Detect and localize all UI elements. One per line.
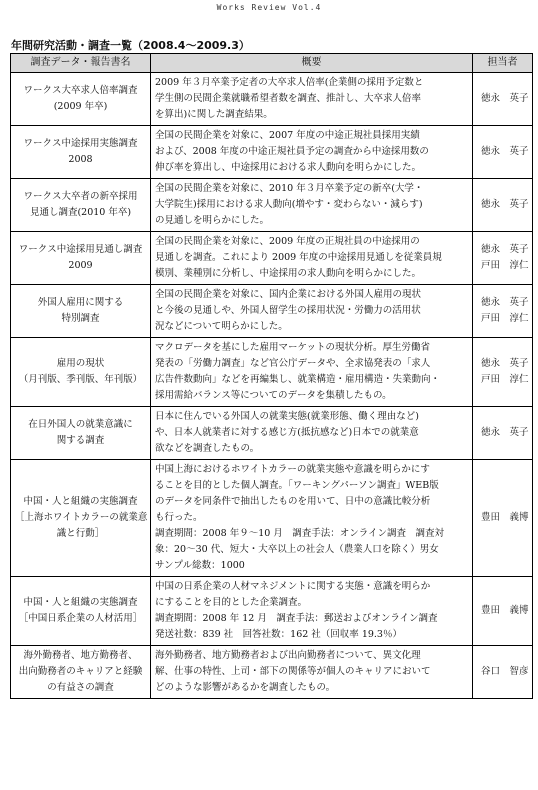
table-body xyxy=(11,73,533,699)
table-row xyxy=(11,460,533,577)
summary-cell-line: 全国の民間企業を対象に、2010 年３月卒業予定の新卒(大学・ xyxy=(155,183,424,194)
summary-cell xyxy=(151,126,473,179)
summary-cell xyxy=(151,232,473,285)
person-cell xyxy=(473,646,533,699)
report-title-cell-line: 関する調査 xyxy=(56,435,105,446)
report-title-cell-line: 出向勤務者のキャリアと経験 xyxy=(18,666,143,677)
summary-cell-line: や、日本人就業者に対する感じ方(抵抗感など)日本での就業意 xyxy=(155,427,419,438)
summary-cell-line: 欲などを調査したもの。 xyxy=(155,443,260,454)
summary-cell-line: 見通しを調査。これにより 2009 年度の中途採用見通しを従業員規 xyxy=(155,252,442,263)
person-cell-line: 戸田 淳仁 xyxy=(481,313,529,324)
summary-cell-line: 調査期間：2008 年９～10 月 調査手法：オンライン調査 調査対 xyxy=(155,528,445,539)
table-row xyxy=(11,232,533,285)
person-cell xyxy=(473,285,533,338)
summary-cell-line: 伸び率を算出し、中途採用における求人動向を明らかにした。 xyxy=(155,162,422,173)
report-title-cell-line: ワークス大卒求人倍率調査 xyxy=(23,85,138,96)
person-cell xyxy=(473,232,533,285)
summary-cell-line: のデータを同条件で抽出したものを用いて、日中の意識比較分析 xyxy=(155,496,431,507)
report-title-cell xyxy=(11,73,151,126)
summary-cell-line: 象：20～30 代、短大・大卒以上の社会人（農業人口を除く）男女 xyxy=(155,544,439,555)
report-title-cell-line: (2009 年卒) xyxy=(53,101,108,112)
person-cell xyxy=(473,338,533,407)
summary-cell-line: 全国の民間企業を対象に、2009 年度の正規社員の中途採用の xyxy=(155,236,420,247)
report-title-cell-line: 外国人雇用に関する xyxy=(37,297,124,308)
summary-cell-line: および、2008 年度の中途正規社員予定の調査から中途採用数の xyxy=(155,146,429,157)
report-title-cell-line: の有益さの調査 xyxy=(47,682,114,693)
report-title-cell-line: 識と行動］ xyxy=(56,528,105,539)
summary-cell-line: の見通しを明らかにした。 xyxy=(155,215,270,226)
report-title-cell xyxy=(11,646,151,699)
column-header-title: 調査データ・報告書名 xyxy=(11,54,151,73)
report-title-cell-line: 見通し調査(2010 年卒) xyxy=(29,207,132,218)
report-title-cell xyxy=(11,232,151,285)
summary-cell-line: 調査期間：2008 年 12 月 調査手法：郵送およびオンライン調査 xyxy=(155,613,438,624)
summary-cell xyxy=(151,179,473,232)
table-row xyxy=(11,179,533,232)
person-cell xyxy=(473,577,533,646)
summary-cell-line: にすることを目的とした企業調査。 xyxy=(155,597,308,608)
summary-cell-line: 中国の日系企業の人材マネジメントに関する実態・意識を明らか xyxy=(155,581,431,592)
person-cell-line: 豊田 義博 xyxy=(481,605,529,616)
summary-cell-line: 大学院生)採用における求人動向(増やす・変わらない・減らす) xyxy=(155,199,423,210)
person-cell xyxy=(473,179,533,232)
summary-cell-line: 学生側の民間企業就職希望者数を調査、推計し、大卒求人倍率 xyxy=(155,93,422,104)
summary-cell-line: 発表の「労働力調査」など官公庁データや、全求協発表の「求人 xyxy=(155,358,431,369)
report-title-cell xyxy=(11,577,151,646)
page-title: 年間研究活動・調査一覧（2008.4～2009.3） xyxy=(11,39,250,52)
table-row xyxy=(11,338,533,407)
summary-cell-line: どのような影響があるかを調査したもの。 xyxy=(155,682,336,693)
report-title-cell-line: 特別調査 xyxy=(61,313,100,324)
summary-cell-line: 解、仕事の特性、上司・部下の関係等が個人のキャリアにおいて xyxy=(155,666,431,677)
summary-cell xyxy=(151,285,473,338)
person-cell xyxy=(473,460,533,577)
summary-cell-line: 広告件数動向」などを再編集し、就業構造・雇用構造・失業動向・ xyxy=(155,374,441,385)
report-title-cell-line: 中国・人と組織の実態調査 xyxy=(23,496,138,507)
summary-cell-line: も行った。 xyxy=(155,512,203,523)
person-cell-line: 豊田 義博 xyxy=(481,512,529,523)
report-title-cell xyxy=(11,179,151,232)
table-row xyxy=(11,646,533,699)
column-header-person: 担当者 xyxy=(473,54,533,73)
summary-cell-line: 海外勤務者、地方勤務者および出向勤務者について、異文化理 xyxy=(155,650,421,661)
summary-cell-line: サンプル総数：1000 xyxy=(155,560,245,571)
report-title-cell-line: ［上海ホワイトカラーの就業意 xyxy=(15,512,148,523)
summary-cell xyxy=(151,577,473,646)
summary-cell-line: 模別、業種別に分析し、中途採用の求人動向を明らかにした。 xyxy=(155,268,422,279)
report-title-cell xyxy=(11,338,151,407)
summary-cell-line: と今後の見通しや、外国人留学生の採用状況・労働力の活用状 xyxy=(155,305,421,316)
summary-cell-line: 発送社数：839 社 回答社数：162 社（回収率 19.3％） xyxy=(155,629,402,640)
table-row xyxy=(11,126,533,179)
report-title-cell-line: ワークス中途採用実態調査 xyxy=(23,138,138,149)
person-cell xyxy=(473,407,533,460)
report-title-cell xyxy=(11,126,151,179)
report-title-cell-line: （月刊版、季刊版、年刊版） xyxy=(18,374,143,385)
summary-cell-line: 日本に住んでいる外国人の就業実態(就業形態、働く理由など) xyxy=(155,411,419,422)
report-title-cell-line: 雇用の現状 xyxy=(56,358,105,369)
table-row xyxy=(11,577,533,646)
person-cell-line: 徳永 英子 xyxy=(481,427,529,438)
person-cell-line: 谷口 智彦 xyxy=(481,666,529,677)
summary-cell-line: 採用需給バランス等についてのデータを集積したもの。 xyxy=(155,390,392,401)
running-header: Works Review Vol.4 xyxy=(216,3,322,12)
person-cell-line: 徳永 英子 xyxy=(481,358,529,369)
summary-cell xyxy=(151,460,473,577)
summary-cell-line: 2009 年３月卒業予定者の大卒求人倍率(企業側の採用予定数と xyxy=(155,77,424,88)
person-cell-line: 徳永 英子 xyxy=(481,244,529,255)
report-title-cell-line: ［中国日系企業の人材活用］ xyxy=(18,613,143,624)
summary-cell-line: 中国上海におけるホワイトカラーの就業実態や意識を明らかにす xyxy=(155,464,430,475)
person-cell-line: 徳永 英子 xyxy=(481,199,529,210)
report-title-cell xyxy=(11,460,151,577)
person-cell-line: 徳永 英子 xyxy=(481,146,529,157)
summary-cell-line: 全国の民間企業を対象に、2007 年度の中途正規社員採用実績 xyxy=(155,130,420,141)
summary-cell xyxy=(151,73,473,126)
summary-cell xyxy=(151,338,473,407)
report-title-cell-line: ワークス中途採用見通し調査 xyxy=(18,244,143,255)
person-cell-line: 戸田 淳仁 xyxy=(481,260,529,271)
report-title-cell xyxy=(11,285,151,338)
summary-cell-line: ることを目的とした個人調査。「ワーキングパーソン調査」WEB版 xyxy=(155,480,439,491)
table-row xyxy=(11,285,533,338)
report-title-cell-line: 2009 xyxy=(68,260,93,271)
person-cell-line: 徳永 英子 xyxy=(481,297,529,308)
summary-cell-line: 全国の民間企業を対象に、国内企業における外国人雇用の現状 xyxy=(155,289,422,300)
summary-cell xyxy=(151,407,473,460)
person-cell xyxy=(473,73,533,126)
summary-cell xyxy=(151,646,473,699)
research-table xyxy=(10,53,533,699)
person-cell xyxy=(473,126,533,179)
report-title-cell-line: ワークス大卒者の新卒採用 xyxy=(23,191,138,202)
summary-cell-line: を算出)に関した調査結果。 xyxy=(155,109,273,120)
table-row xyxy=(11,73,533,126)
report-title-cell xyxy=(11,407,151,460)
summary-cell-line: マクロデータを基にした雇用マーケットの現状分析。厚生労働省 xyxy=(155,342,431,353)
report-title-cell-line: 在日外国人の就業意識に xyxy=(28,419,133,430)
report-title-cell-line: 2008 xyxy=(68,154,93,165)
column-header-summary: 概要 xyxy=(151,54,473,73)
person-cell-line: 戸田 淳仁 xyxy=(481,374,529,385)
table-row xyxy=(11,407,533,460)
table-header-row xyxy=(11,54,533,73)
report-title-cell-line: 海外勤務者、地方勤務者、 xyxy=(23,650,138,661)
report-title-cell-line: 中国・人と組織の実態調査 xyxy=(23,597,138,608)
person-cell-line: 徳永 英子 xyxy=(481,93,529,104)
summary-cell-line: 況などについて明らかにした。 xyxy=(155,321,288,332)
